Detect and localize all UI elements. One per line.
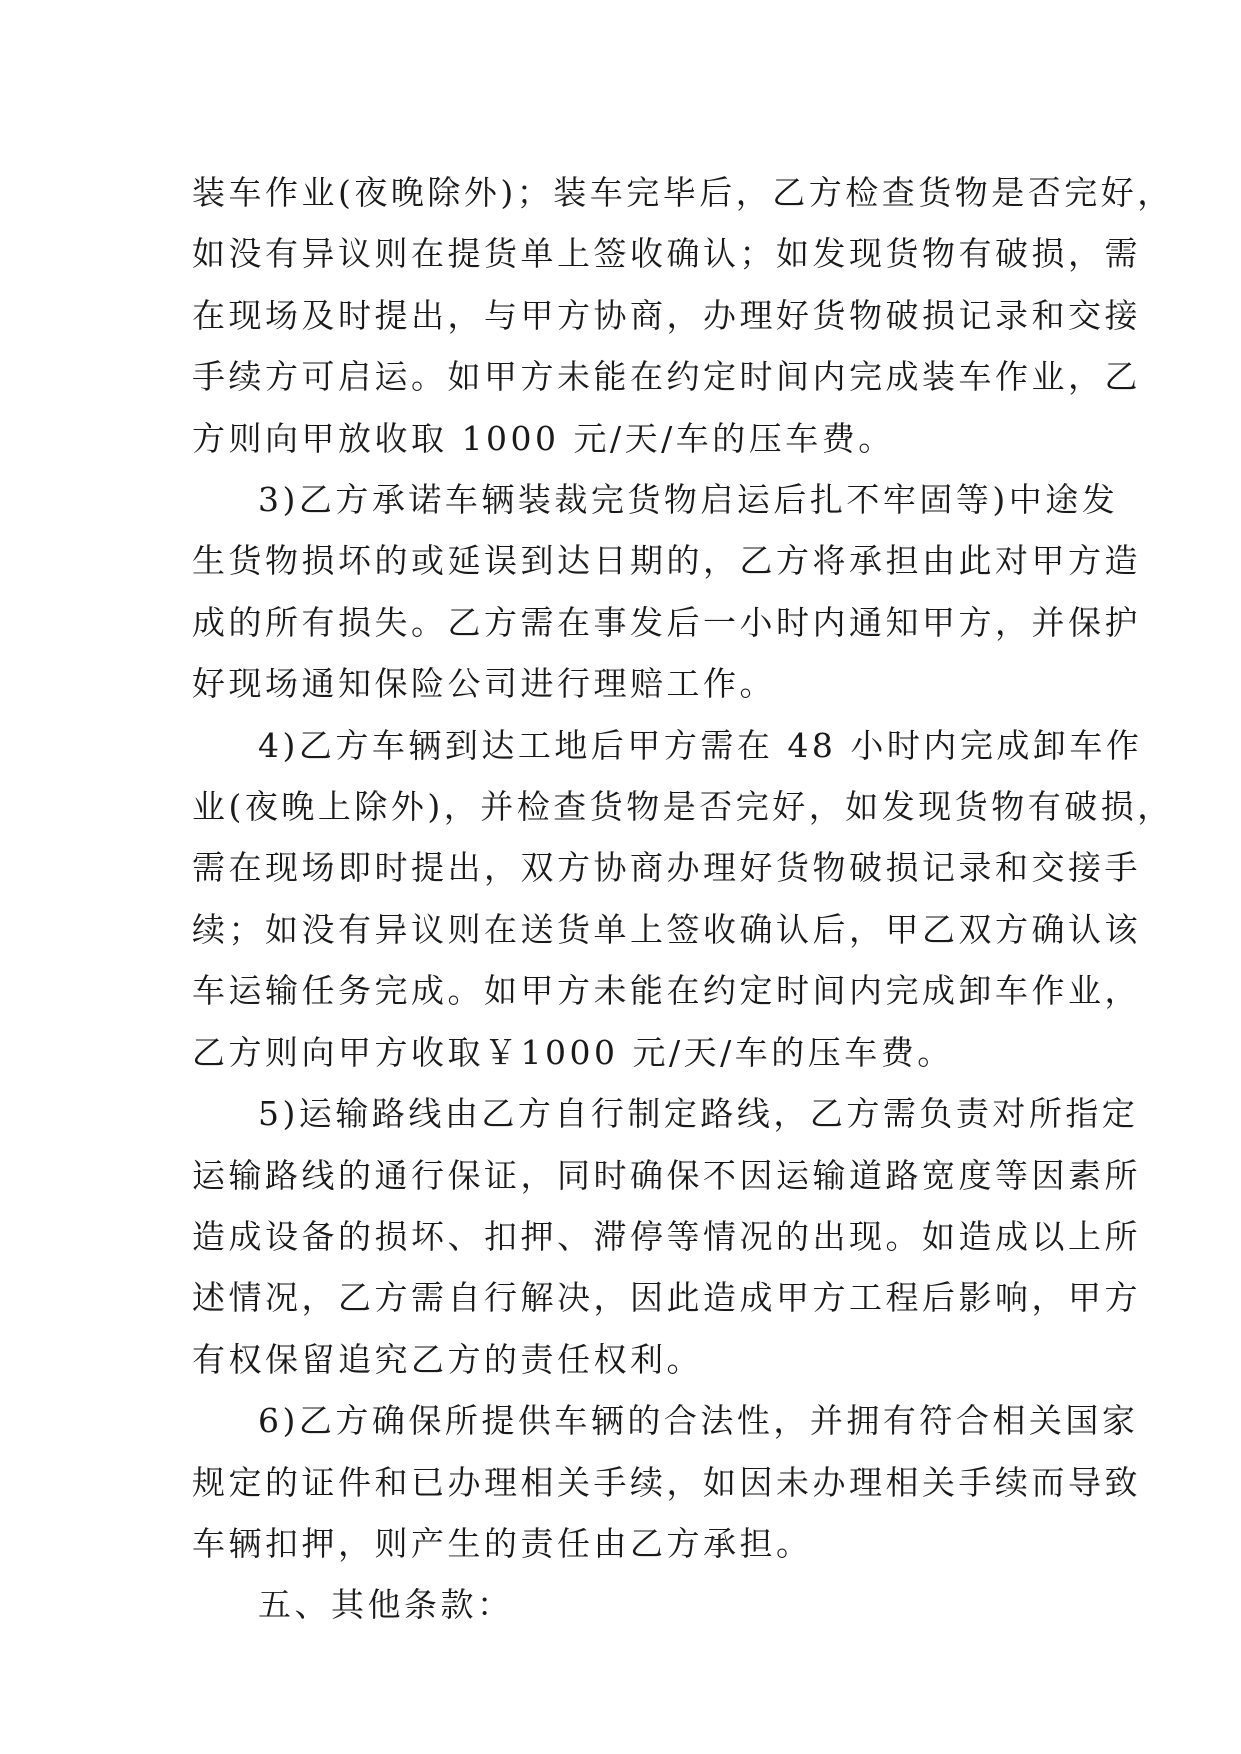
- text-line: 好现场通知保险公司进行理赔工作。: [192, 664, 776, 704]
- text-line: 在现场及时提出，与甲方协商，办理好货物破损记录和交接: [192, 295, 1141, 335]
- text-line: 6)乙方确保所提供车辆的合法性，并拥有符合相关国家: [258, 1401, 1139, 1441]
- text-line: 3)乙方承诺车辆装裁完货物启运后扎不牢固等)中途发: [258, 480, 1119, 520]
- text-line: 业(夜晚上除外)，并检查货物是否完好，如发现货物有破损，: [192, 787, 1174, 827]
- text-line: 生货物损坏的或延误到达日期的，乙方将承担由此对甲方造: [192, 541, 1141, 581]
- text-line: 如没有异议则在提货单上签收确认；如发现货物有破损，需: [192, 234, 1141, 274]
- paragraph-clause-4: [192, 715, 1174, 1083]
- paragraph-clause-5: [192, 1083, 1141, 1390]
- text-line: 述情况，乙方需自行解决，因此造成甲方工程后影响，甲方: [192, 1278, 1141, 1318]
- text-line: 需在现场即时提出，双方协商办理好货物破损记录和交接手: [192, 848, 1141, 888]
- text-line: 造成设备的损坏、扣押、滞停等情况的出现。如造成以上所: [192, 1216, 1141, 1256]
- paragraph-loading-terms: [192, 162, 1174, 469]
- document-body: [192, 162, 1174, 1636]
- text-line: 运输路线的通行保证，同时确保不因运输道路宽度等因素所: [192, 1155, 1141, 1195]
- text-line: 4)乙方车辆到达工地后甲方需在 48 小时内完成卸车作: [258, 725, 1143, 765]
- text-line: 五、其他条款：: [258, 1585, 514, 1625]
- text-line: 有权保留追究乙方的责任权利。: [192, 1339, 703, 1379]
- text-line: 成的所有损失。乙方需在事发后一小时内通知甲方，并保护: [192, 602, 1141, 642]
- text-line: 乙方则向甲方收取￥1000 元/天/车的压车费。: [192, 1032, 954, 1072]
- text-line: 车辆扣押，则产生的责任由乙方承担。: [192, 1523, 813, 1563]
- paragraph-clause-6: [192, 1390, 1141, 1574]
- text-line: 装车作业(夜晚除外)；装车完毕后，乙方检查货物是否完好，: [192, 173, 1174, 212]
- text-line: 方则向甲放收取 1000 元/天/车的压车费。: [192, 418, 895, 458]
- text-line: 续；如没有异议则在送货单上签收确认后，甲乙双方确认该: [192, 909, 1141, 949]
- text-line: 规定的证件和已办理相关手续，如因未办理相关手续而导致: [192, 1462, 1141, 1502]
- paragraph-clause-3: [192, 469, 1141, 715]
- text-line: 车运输任务完成。如甲方未能在约定时间内完成卸车作业，: [192, 971, 1141, 1011]
- section-heading-other-terms: [192, 1574, 1072, 1635]
- text-line: 5)运输路线由乙方自行制定路线，乙方需负责对所指定: [258, 1094, 1139, 1134]
- text-line: 手续方可启运。如甲方未能在约定时间内完成装车作业，乙: [192, 357, 1141, 397]
